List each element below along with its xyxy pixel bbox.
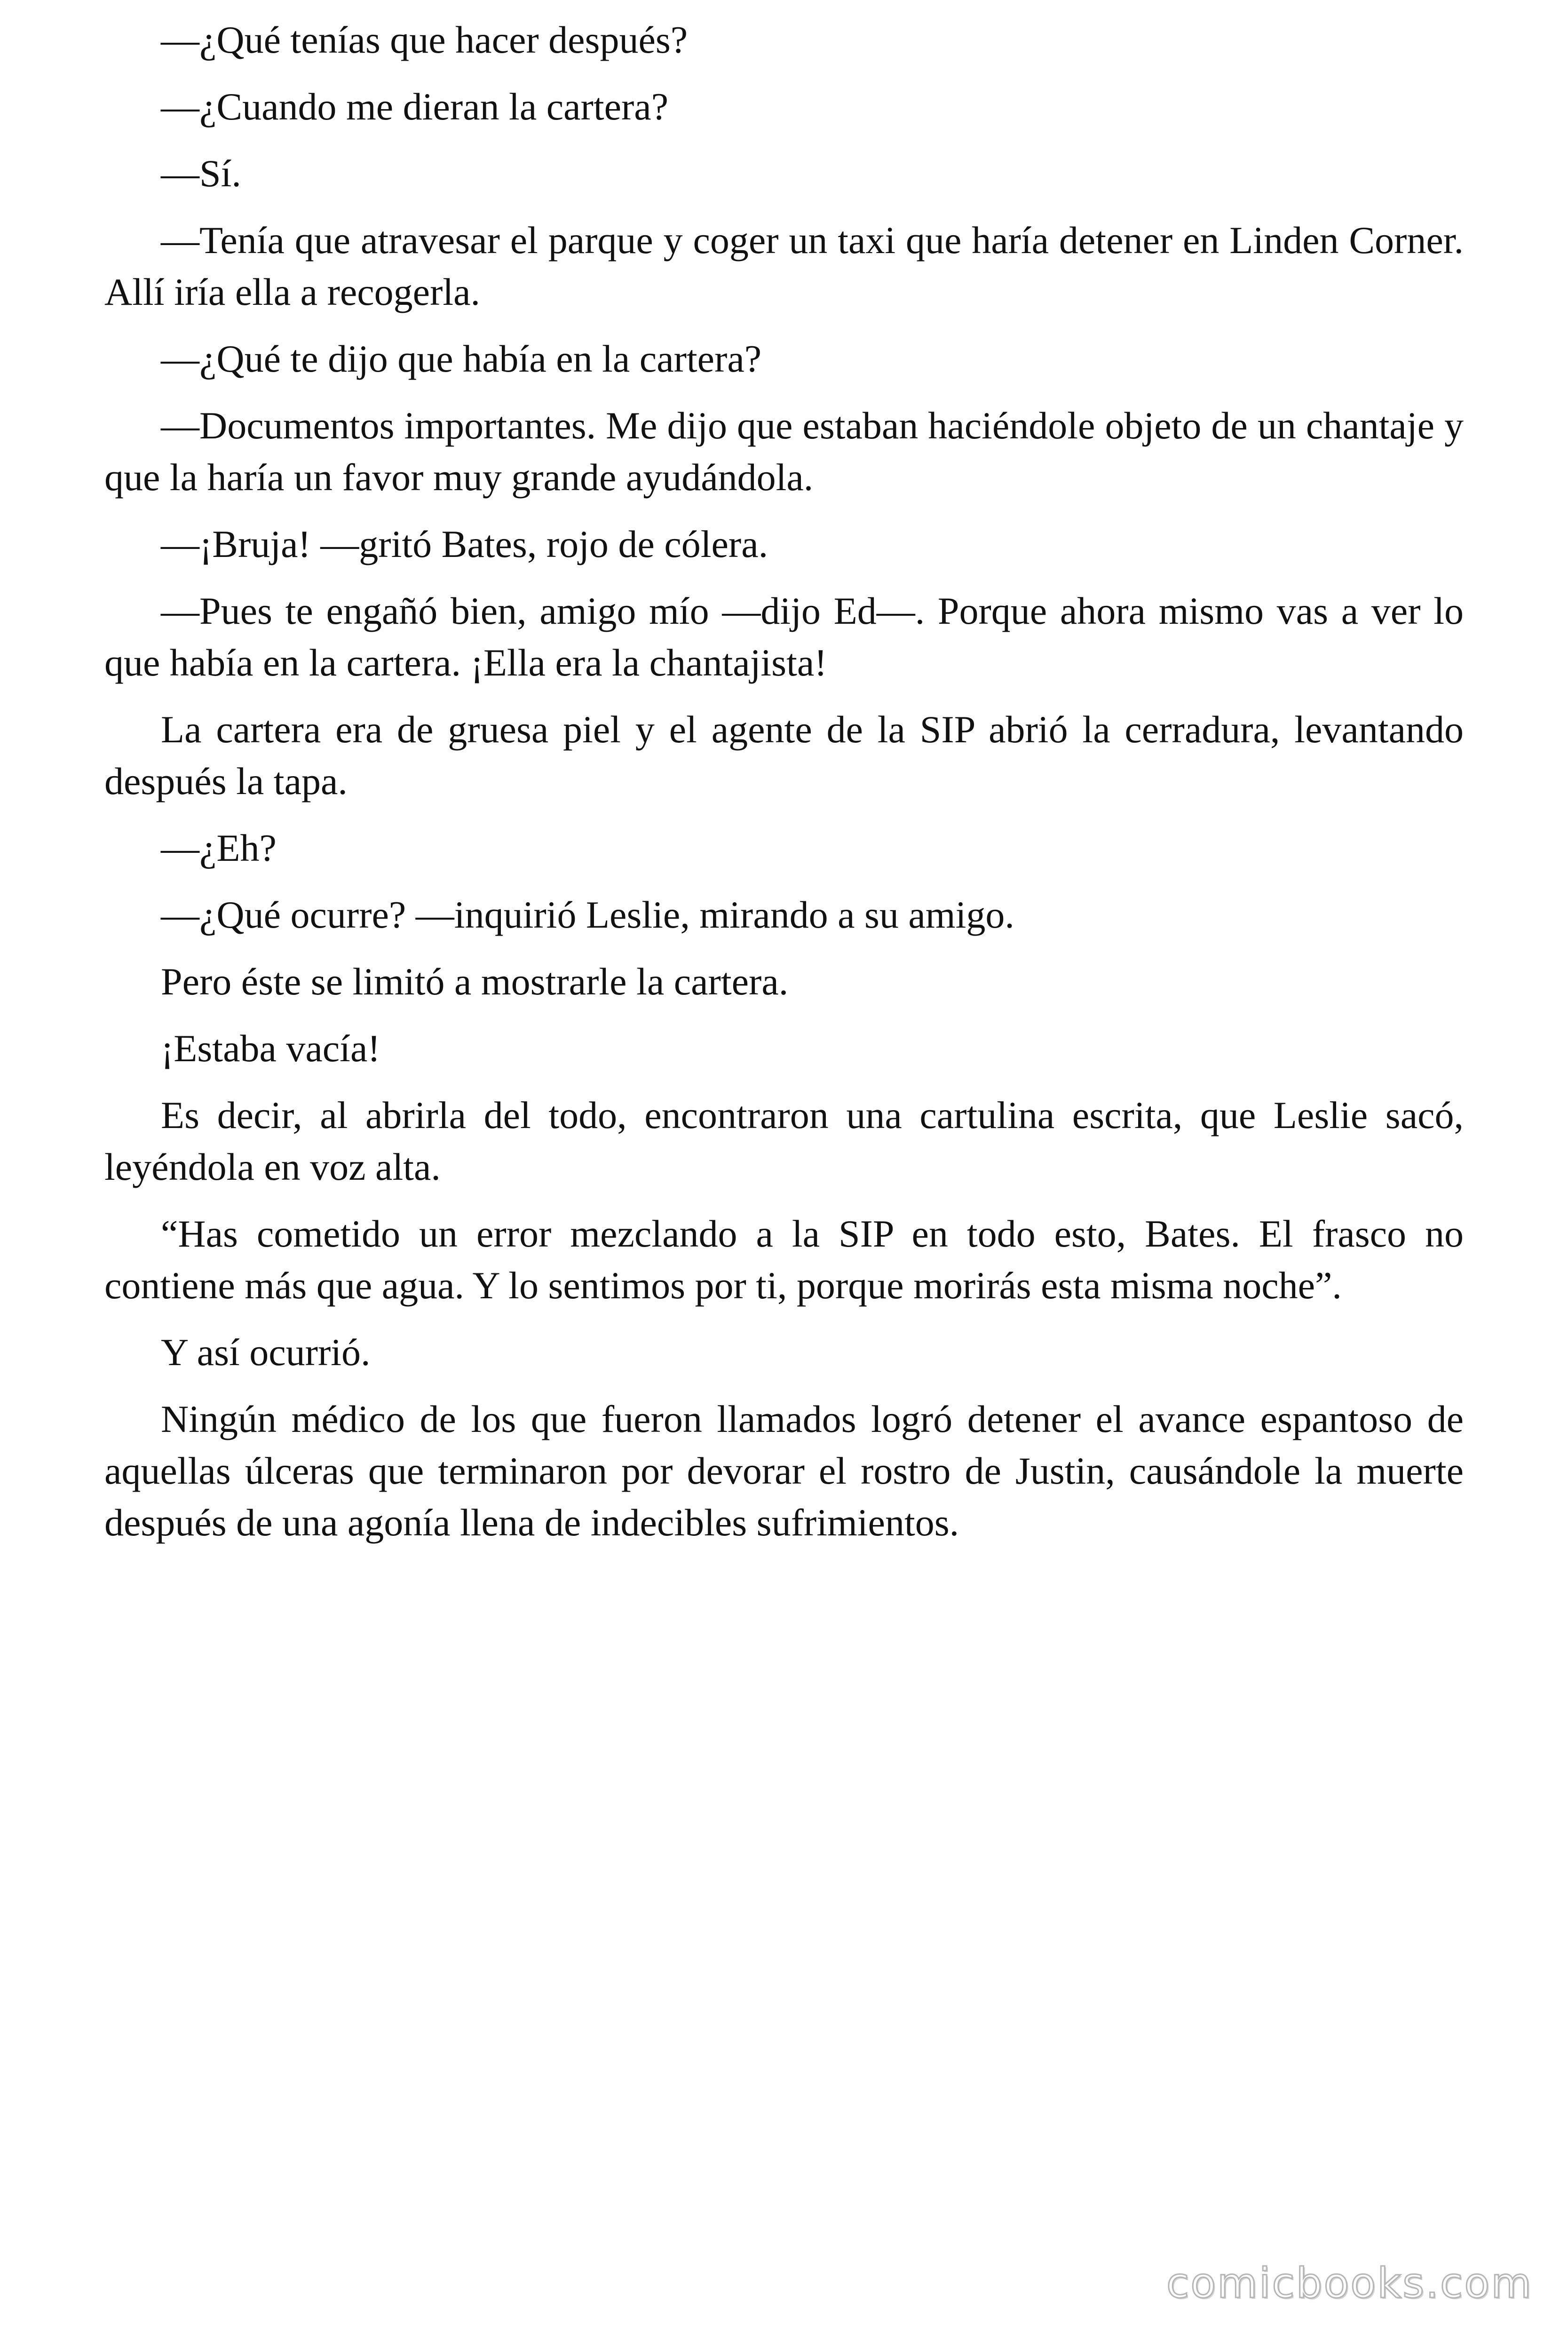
paragraph: —¿Qué tenías que hacer después?	[161, 18, 688, 61]
paragraph: Y así ocurrió.	[161, 1331, 371, 1374]
paragraph: ¡Estaba vacía!	[161, 1027, 380, 1070]
paragraph: —Sí.	[161, 152, 241, 195]
paragraph: —Pues te engañó bien, amigo mío —dijo Ed—. Porque ahora mismo vas a ver lo que había en la cartera. ¡Ella era la chantajista!	[104, 589, 1464, 684]
paragraph: —¿Eh?	[161, 826, 277, 869]
paragraph: La cartera era de gruesa piel y el agente de la SIP abrió la cerradura, levantando después la tapa.	[104, 708, 1464, 803]
paragraph: —¡Bruja! —gritó Bates, rojo de cólera.	[161, 523, 768, 565]
paragraph: —¿Qué ocurre? —inquirió Leslie, mirando a su amigo.	[161, 893, 1014, 936]
page-body	[104, 14, 1464, 1564]
paragraph: —Tenía que atravesar el parque y coger un taxi que haría detener en Linden Corner. Allí iría ella a recogerla.	[104, 219, 1464, 313]
paragraph: “Has cometido un error mezclando a la SIP en todo esto, Bates. El frasco no contiene más que agua. Y lo sentimos por ti, porque morirás esta misma noche”.	[104, 1212, 1464, 1307]
paragraph: —¿Cuando me dieran la cartera?	[161, 85, 669, 128]
watermark-logo: comicbooks.com	[1166, 2259, 1533, 2307]
paragraph: —Documentos importantes. Me dijo que estaban haciéndole objeto de un chantaje y que la haría un favor muy grande ayudándola.	[104, 404, 1464, 499]
paragraph: Es decir, al abrirla del todo, encontraron una cartulina escrita, que Leslie sacó, leyéndola en voz alta.	[104, 1094, 1464, 1188]
paragraph: Ningún médico de los que fueron llamados logró detener el avance espantoso de aquellas úlceras que terminaron por devorar el rostro de Justin, causándole la muerte después de una agonía llena de indecibles sufrimientos.	[104, 1398, 1464, 1544]
paragraph: —¿Qué te dijo que había en la cartera?	[161, 337, 762, 380]
paragraph: Pero éste se limitó a mostrarle la cartera.	[161, 960, 789, 1003]
